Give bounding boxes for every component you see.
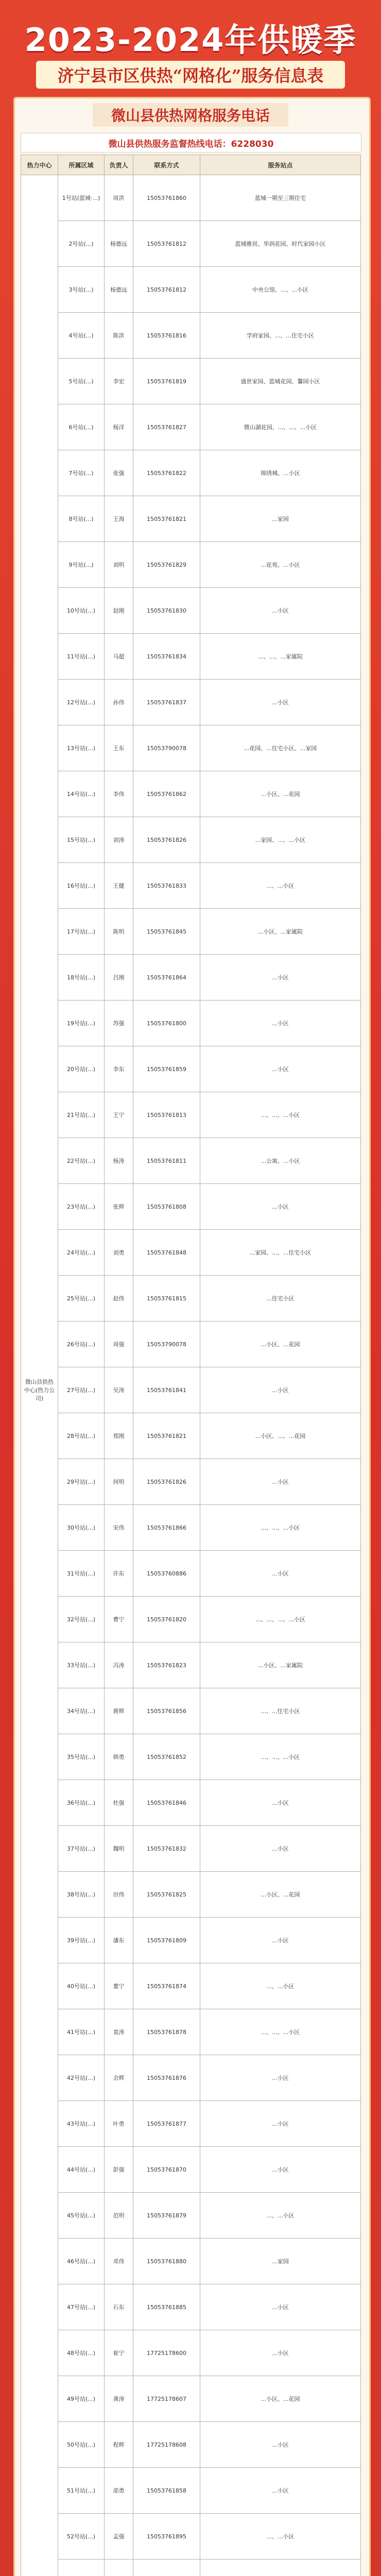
leader-cell: 曹宁 — [105, 1597, 133, 1642]
table-row — [21, 1321, 361, 1367]
phone-cell: 15053761856 — [133, 1688, 200, 1734]
phone-cell: 15053761859 — [133, 1046, 200, 1092]
area-cell: 18号站(...) — [58, 955, 105, 1001]
stations-cell: ...家园 — [200, 2239, 361, 2284]
phone-cell: 15053761895 — [133, 2514, 200, 2560]
leader-cell: 程辉 — [105, 2422, 133, 2468]
phone-cell: 15053760886 — [133, 1551, 200, 1597]
area-cell: 19号站(...) — [58, 1001, 105, 1046]
subtitle-banner: 济宁县市区供热“网格化”服务信息表 — [36, 61, 345, 89]
leader-cell: 魏明 — [105, 1826, 133, 1872]
area-cell: 37号站(...) — [58, 1826, 105, 1872]
stations-cell: ...小区 — [200, 2468, 361, 2514]
stations-cell: ...小区 — [200, 2330, 361, 2376]
stations-cell: ...小区 — [200, 955, 361, 1001]
table-body-center1 — [21, 175, 361, 2576]
table-row — [21, 404, 361, 450]
leader-cell: 龚涛 — [105, 2376, 133, 2422]
area-cell: 49号站(...) — [58, 2376, 105, 2422]
leader-cell: 刘涛 — [105, 817, 133, 863]
leader-cell: 马超 — [105, 634, 133, 680]
table-row — [21, 1184, 361, 1230]
phone-cell: 15053761821 — [133, 1413, 200, 1459]
table-row — [21, 2284, 361, 2330]
stations-cell: 中央公馆、...、...小区 — [200, 267, 361, 313]
phone-cell: 15053761885 — [133, 2284, 200, 2330]
leader-cell — [105, 2560, 133, 2576]
area-cell: 35号站(...) — [58, 1734, 105, 1780]
table-row — [21, 267, 361, 313]
table-row — [21, 175, 361, 221]
stations-cell: ...公寓、...小区 — [200, 1138, 361, 1184]
phone-cell: 15053761800 — [133, 1001, 200, 1046]
header-stations: 服务站点 — [200, 155, 361, 175]
area-cell: 40号站(...) — [58, 1963, 105, 2009]
table-row — [21, 771, 361, 817]
phone-cell: 17725178608 — [133, 2422, 200, 2468]
area-cell: 17号站(...) — [58, 909, 105, 955]
leader-cell: 田伟 — [105, 1872, 133, 1918]
stations-cell: ...小区 — [200, 1826, 361, 1872]
table-row — [21, 496, 361, 542]
table-row — [21, 1505, 361, 1551]
phone-cell: 17725178600 — [133, 2330, 200, 2376]
leader-cell: 宋伟 — [105, 1505, 133, 1551]
table-row — [21, 2147, 361, 2193]
stations-cell: ...、...小区 — [200, 1963, 361, 2009]
area-cell: 13号站(...) — [58, 725, 105, 771]
stations-cell: ...小区、...花园 — [200, 1321, 361, 1367]
stations-cell: 学府家园、...、...住宅小区 — [200, 313, 361, 359]
stations-cell: 盛世家园、蓝城花园、馨园小区 — [200, 359, 361, 404]
leader-cell: 张辉 — [105, 1184, 133, 1230]
area-cell: 38号站(...) — [58, 1872, 105, 1918]
leader-cell: 范明 — [105, 2193, 133, 2239]
area-cell: 33号站(...) — [58, 1642, 105, 1688]
table-row — [21, 1459, 361, 1505]
leader-cell: 邓伟 — [105, 2239, 133, 2284]
area-cell: 1号站(蓝城·...) — [58, 175, 105, 221]
stations-cell: ...小区 — [200, 1918, 361, 1963]
leader-cell: 杜强 — [105, 1780, 133, 1826]
area-cell: 23号站(...) — [58, 1184, 105, 1230]
leader-cell: 吕刚 — [105, 955, 133, 1001]
service-table — [21, 155, 361, 2576]
area-cell: 14号站(...) — [58, 771, 105, 817]
table-row — [21, 2009, 361, 2055]
center-cell: 微山县供热中心(热力公司) — [21, 175, 58, 2576]
table-row — [21, 1413, 361, 1459]
phone-cell: 15053761812 — [133, 221, 200, 267]
leader-cell: 苏强 — [105, 1001, 133, 1046]
area-cell: 3号站(...) — [58, 267, 105, 313]
table-row — [21, 2468, 361, 2514]
table-row — [21, 542, 361, 588]
table-row — [21, 1642, 361, 1688]
stations-cell: ...、...住宅小区 — [200, 1688, 361, 1734]
table-row — [21, 2330, 361, 2376]
phone-cell: 15053761833 — [133, 863, 200, 909]
phone-cell: 15053761827 — [133, 404, 200, 450]
leader-cell: 李宏 — [105, 359, 133, 404]
area-cell: 44号站(...) — [58, 2147, 105, 2193]
area-cell: 52号站(...) — [58, 2514, 105, 2560]
area-cell: 36号站(...) — [58, 1780, 105, 1826]
leader-cell: 余辉 — [105, 2055, 133, 2101]
phone-cell: 15053761813 — [133, 1092, 200, 1138]
table-row — [21, 1780, 361, 1826]
leader-cell: 潘东 — [105, 1918, 133, 1963]
phone-cell: 15053761846 — [133, 1780, 200, 1826]
leader-cell: 邵勇 — [105, 2468, 133, 2514]
phone-cell: 15053761876 — [133, 2055, 200, 2101]
stations-cell: ...小区 — [200, 1001, 361, 1046]
leader-cell: 王东 — [105, 725, 133, 771]
leader-cell: 何明 — [105, 1459, 133, 1505]
table-row — [21, 2101, 361, 2147]
phone-cell: 15053761874 — [133, 1963, 200, 2009]
stations-cell: ...小区 — [200, 1551, 361, 1597]
leader-cell: 赵伟 — [105, 1276, 133, 1321]
table-row — [21, 2376, 361, 2422]
stations-cell: ...小区 — [200, 680, 361, 725]
area-cell: 12号站(...) — [58, 680, 105, 725]
area-cell: 39号站(...) — [58, 1918, 105, 1963]
stations-cell: ...家园 — [200, 496, 361, 542]
stations-cell: ...、...、...小区 — [200, 2009, 361, 2055]
area-cell: 15号站(...) — [58, 817, 105, 863]
table-row — [21, 1046, 361, 1092]
phone-cell: 15053761822 — [133, 450, 200, 496]
phone-cell: 15053761848 — [133, 1230, 200, 1276]
stations-cell: ...小区 — [200, 2422, 361, 2468]
table-row — [21, 1092, 361, 1138]
leader-cell: 郑刚 — [105, 1413, 133, 1459]
leader-cell: 王宁 — [105, 1092, 133, 1138]
table-row — [21, 588, 361, 634]
table-header-row — [21, 155, 361, 175]
phone-cell: 15053761878 — [133, 2009, 200, 2055]
header-area: 所属区域 — [58, 155, 105, 175]
area-cell: 43号站(...) — [58, 2101, 105, 2147]
table-row — [21, 680, 361, 725]
phone-cell: 15053761829 — [133, 542, 200, 588]
table-row — [21, 1688, 361, 1734]
area-cell: 34号站(...) — [58, 1688, 105, 1734]
phone-cell: 15053761811 — [133, 1138, 200, 1184]
stations-cell: ...小区 — [200, 1046, 361, 1092]
leader-cell: 王健 — [105, 863, 133, 909]
stations-cell: ...小区 — [200, 1780, 361, 1826]
area-cell: 9号站(...) — [58, 542, 105, 588]
leader-cell: 刘明 — [105, 542, 133, 588]
phone-cell: 15053761821 — [133, 496, 200, 542]
phone-cell: 15053761880 — [133, 2239, 200, 2284]
table-row — [21, 1367, 361, 1413]
leader-cell: 袁涛 — [105, 2009, 133, 2055]
area-cell: 10号站(...) — [58, 588, 105, 634]
phone-cell: 15053761860 — [133, 175, 200, 221]
table-row — [21, 2239, 361, 2284]
area-cell: 11号站(...) — [58, 634, 105, 680]
leader-cell: 崔宁 — [105, 2330, 133, 2376]
phone-cell: 15053761852 — [133, 1734, 200, 1780]
table-row — [21, 909, 361, 955]
stations-cell: 蓝城一期至三期住宅 — [200, 175, 361, 221]
table-row — [21, 863, 361, 909]
phone-cell: 15053761832 — [133, 1826, 200, 1872]
stations-cell: ...家园、...、...住宅小区 — [200, 1230, 361, 1276]
stations-cell: ...、...小区 — [200, 863, 361, 909]
table-row — [21, 1597, 361, 1642]
area-cell — [58, 2560, 105, 2576]
area-cell: 45号站(...) — [58, 2193, 105, 2239]
leader-cell: 周强 — [105, 1321, 133, 1367]
area-cell: 29号站(...) — [58, 1459, 105, 1505]
phone-cell: 15053761864 — [133, 955, 200, 1001]
stations-cell: ...小区 — [200, 2101, 361, 2147]
table-row — [21, 450, 361, 496]
table-row — [21, 1918, 361, 1963]
leader-cell: 孙伟 — [105, 680, 133, 725]
stations-cell: ...住宅小区 — [200, 1276, 361, 1321]
area-cell: 4号站(...) — [58, 313, 105, 359]
phone-cell: 15053761862 — [133, 771, 200, 817]
phone-cell: 15053761809 — [133, 1918, 200, 1963]
stations-cell: ...小区、...家属院 — [200, 909, 361, 955]
leader-cell: 张强 — [105, 450, 133, 496]
table-row — [21, 1734, 361, 1780]
stations-cell: 微山湖花园、...、...、...小区 — [200, 404, 361, 450]
leader-cell: 叶勇 — [105, 2101, 133, 2147]
leader-cell: 陈明 — [105, 909, 133, 955]
header-leader: 负责人 — [105, 155, 133, 175]
hotline-bar: 微山县供热服务监督热线电话：6228030 — [21, 133, 361, 152]
table-row — [21, 1963, 361, 2009]
area-cell: 6号站(...) — [58, 404, 105, 450]
header-center: 热力中心 — [21, 155, 58, 175]
area-cell: 42号站(...) — [58, 2055, 105, 2101]
leader-cell: 董宁 — [105, 1963, 133, 2009]
stations-cell: ...小区、...家属院 — [200, 1642, 361, 1688]
phone-cell: 15053761812 — [133, 267, 200, 313]
area-cell: 7号站(...) — [58, 450, 105, 496]
area-cell: 46号站(...) — [58, 2239, 105, 2284]
table-row — [21, 1872, 361, 1918]
phone-cell: 15053790078 — [133, 1321, 200, 1367]
area-cell: 25号站(...) — [58, 1276, 105, 1321]
area-cell: 41号站(...) — [58, 2009, 105, 2055]
stations-cell: ...、...、...小区 — [200, 1092, 361, 1138]
area-cell: 20号站(...) — [58, 1046, 105, 1092]
phone-cell: 15053761877 — [133, 2101, 200, 2147]
stations-cell: ...、...小区 — [200, 2514, 361, 2560]
phone-cell: 15053761837 — [133, 680, 200, 725]
table-row — [21, 1276, 361, 1321]
leader-cell: 周洪 — [105, 175, 133, 221]
phone-cell: 15053761815 — [133, 1276, 200, 1321]
table-row — [21, 1138, 361, 1184]
leader-cell: 刘勇 — [105, 1230, 133, 1276]
stations-cell: ...小区、...花园 — [200, 2376, 361, 2422]
stations-cell — [200, 2560, 361, 2576]
stations-cell: ...小区、...花园 — [200, 1872, 361, 1918]
leader-cell: 彭强 — [105, 2147, 133, 2193]
leader-cell: 孟强 — [105, 2514, 133, 2560]
area-cell: 32号站(...) — [58, 1597, 105, 1642]
stations-cell: 锦绣城、...小区 — [200, 450, 361, 496]
table-row — [21, 2560, 361, 2576]
phone-cell: 15053761830 — [133, 588, 200, 634]
area-cell: 27号站(...) — [58, 1367, 105, 1413]
phone-cell: 15053761808 — [133, 1184, 200, 1230]
area-cell: 8号站(...) — [58, 496, 105, 542]
stations-cell: 蓝城雅居、华润花园、时代家园小区 — [200, 221, 361, 267]
area-cell: 47号站(...) — [58, 2284, 105, 2330]
stations-cell: ...小区 — [200, 1184, 361, 1230]
table-row — [21, 725, 361, 771]
stations-cell: ...小区 — [200, 1459, 361, 1505]
phone-cell: 15053761845 — [133, 909, 200, 955]
leader-cell: 杨洋 — [105, 404, 133, 450]
leader-cell: 蒋辉 — [105, 1688, 133, 1734]
table-row — [21, 1230, 361, 1276]
table-row — [21, 221, 361, 267]
phone-cell: 17725178607 — [133, 2376, 200, 2422]
table-row — [21, 1551, 361, 1597]
area-cell: 5号站(...) — [58, 359, 105, 404]
phone-cell: 15053761866 — [133, 1505, 200, 1551]
table-row — [21, 634, 361, 680]
stations-cell: ...、...小区 — [200, 2193, 361, 2239]
stations-cell: ...小区 — [200, 2055, 361, 2101]
table-row — [21, 359, 361, 404]
leader-cell: 冯涛 — [105, 1642, 133, 1688]
table-row — [21, 817, 361, 863]
leader-cell: 王海 — [105, 496, 133, 542]
phone-cell: 15053761826 — [133, 1459, 200, 1505]
leader-cell: 陈洪 — [105, 313, 133, 359]
phone-cell: 15053761841 — [133, 1367, 200, 1413]
leader-cell: 许东 — [105, 1551, 133, 1597]
area-cell: 24号站(...) — [58, 1230, 105, 1276]
phone-cell: 15053761870 — [133, 2147, 200, 2193]
area-cell: 2号站(...) — [58, 221, 105, 267]
area-cell: 31号站(...) — [58, 1551, 105, 1597]
stations-cell: ...家园、...、...小区 — [200, 817, 361, 863]
area-cell: 21号站(...) — [58, 1092, 105, 1138]
section-title: 微山县供热网格服务电话 — [93, 103, 288, 127]
leader-cell: 吴涛 — [105, 1367, 133, 1413]
leader-cell: 李东 — [105, 1046, 133, 1092]
table-row — [21, 313, 361, 359]
phone-cell: 15053761819 — [133, 359, 200, 404]
phone-cell: 15053761825 — [133, 1872, 200, 1918]
area-cell: 51号站(...) — [58, 2468, 105, 2514]
stations-cell: ...、...、...小区 — [200, 1505, 361, 1551]
stations-cell: ...、...、...小区 — [200, 1734, 361, 1780]
area-cell: 22号站(...) — [58, 1138, 105, 1184]
main-title: 2023-2024年供暖季 — [24, 21, 357, 59]
leader-cell: 韩勇 — [105, 1734, 133, 1780]
leader-cell: 杨德远 — [105, 267, 133, 313]
leader-cell: 石东 — [105, 2284, 133, 2330]
stations-cell: ...、...、...、...小区 — [200, 1597, 361, 1642]
stations-cell: ...小区、...、...花园 — [200, 1413, 361, 1459]
leader-cell: 赵刚 — [105, 588, 133, 634]
header-phone: 联系方式 — [133, 155, 200, 175]
area-cell: 48号站(...) — [58, 2330, 105, 2376]
table-row — [21, 2055, 361, 2101]
stations-cell: ...、...、...家属院 — [200, 634, 361, 680]
stations-cell: ...小区、...花园 — [200, 771, 361, 817]
phone-cell: 15053761834 — [133, 634, 200, 680]
phone-cell: 15053790078 — [133, 725, 200, 771]
phone-cell — [133, 2560, 200, 2576]
table-row — [21, 2514, 361, 2560]
area-cell: 50号站(...) — [58, 2422, 105, 2468]
phone-cell: 15053761823 — [133, 1642, 200, 1688]
phone-cell: 15053761879 — [133, 2193, 200, 2239]
leader-cell: 李伟 — [105, 771, 133, 817]
stations-cell: ...小区 — [200, 2147, 361, 2193]
area-cell: 28号站(...) — [58, 1413, 105, 1459]
table-row — [21, 2422, 361, 2468]
stations-cell: ...小区 — [200, 588, 361, 634]
stations-cell: ...花苑、...小区 — [200, 542, 361, 588]
table-row — [21, 955, 361, 1001]
area-cell: 30号站(...) — [58, 1505, 105, 1551]
table-row — [21, 1001, 361, 1046]
stations-cell: ...小区 — [200, 1367, 361, 1413]
leader-cell: 杨德远 — [105, 221, 133, 267]
phone-cell: 15053761858 — [133, 2468, 200, 2514]
phone-cell: 15053761816 — [133, 313, 200, 359]
leader-cell: 杨涛 — [105, 1138, 133, 1184]
table-row — [21, 1826, 361, 1872]
table-row — [21, 2193, 361, 2239]
area-cell: 16号站(...) — [58, 863, 105, 909]
stations-cell: ...小区 — [200, 2284, 361, 2330]
phone-cell: 15053761820 — [133, 1597, 200, 1642]
stations-cell: ...花园、...住宅小区、...家园 — [200, 725, 361, 771]
phone-cell: 15053761826 — [133, 817, 200, 863]
area-cell: 26号站(...) — [58, 1321, 105, 1367]
